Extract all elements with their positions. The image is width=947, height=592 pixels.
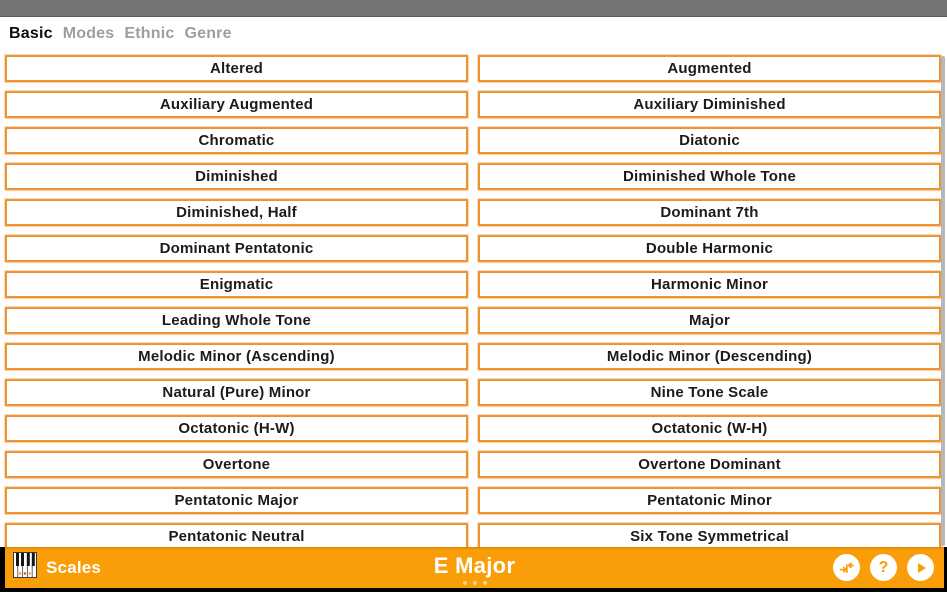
scale-button[interactable]: Altered [5,55,468,82]
tab-modes[interactable]: Modes [62,25,115,42]
selected-scale-title[interactable]: E Major [433,553,516,578]
scale-button[interactable]: Nine Tone Scale [478,379,941,406]
scale-button[interactable]: Octatonic (H-W) [5,415,468,442]
scale-button[interactable]: Pentatonic Minor [478,487,941,514]
tab-genre[interactable]: Genre [184,25,232,42]
page-indicator-dot [473,581,477,585]
bottom-bar-actions [833,547,934,588]
page-indicator [5,581,944,585]
scale-button[interactable]: Diminished, Half [5,199,468,226]
scale-button[interactable]: Melodic Minor (Descending) [478,343,941,370]
scale-button[interactable]: Harmonic Minor [478,271,941,298]
scale-button[interactable]: Enigmatic [5,271,468,298]
play-button[interactable] [907,554,934,581]
scale-button[interactable]: Diminished Whole Tone [478,163,941,190]
app-title-label: Scales [46,557,102,577]
play-icon [914,561,928,575]
scale-button[interactable]: Leading Whole Tone [5,307,468,334]
page-indicator-dot [483,581,487,585]
scale-button[interactable]: Auxiliary Augmented [5,91,468,118]
scale-button[interactable]: Melodic Minor (Ascending) [5,343,468,370]
scale-button[interactable]: Pentatonic Major [5,487,468,514]
bottom-bar-surface [5,547,944,588]
scale-button[interactable]: Dominant Pentatonic [5,235,468,262]
scale-button[interactable]: Chromatic [5,127,468,154]
scale-button[interactable]: Major [478,307,941,334]
scale-button[interactable]: Double Harmonic [478,235,941,262]
help-button[interactable] [870,554,897,581]
tab-basic[interactable]: Basic [9,25,53,42]
scrollbar[interactable] [941,56,945,546]
scale-button[interactable]: Overtone Dominant [478,451,941,478]
question-mark-icon: ? [878,558,889,576]
scale-button[interactable]: Augmented [478,55,941,82]
page-indicator-dot [463,581,467,585]
scale-button[interactable]: Dominant 7th [478,199,941,226]
swap-arrows-icon [838,559,855,576]
status-bar [0,0,947,17]
scale-button[interactable]: Natural (Pure) Minor [5,379,468,406]
swap-arrows-button[interactable] [833,554,860,581]
scale-button[interactable]: Six Tone Symmetrical [478,523,941,550]
scale-grid [5,55,941,550]
scale-button[interactable]: Auxiliary Diminished [478,91,941,118]
tab-bar [9,25,232,43]
scale-button[interactable]: Octatonic (W-H) [478,415,941,442]
scale-button[interactable]: Pentatonic Neutral [5,523,468,550]
scale-button[interactable]: Diminished [5,163,468,190]
scale-button[interactable]: Overtone [5,451,468,478]
bottom-bar [0,547,947,592]
tab-ethnic[interactable]: Ethnic [124,25,175,42]
scale-button[interactable]: Diatonic [478,127,941,154]
